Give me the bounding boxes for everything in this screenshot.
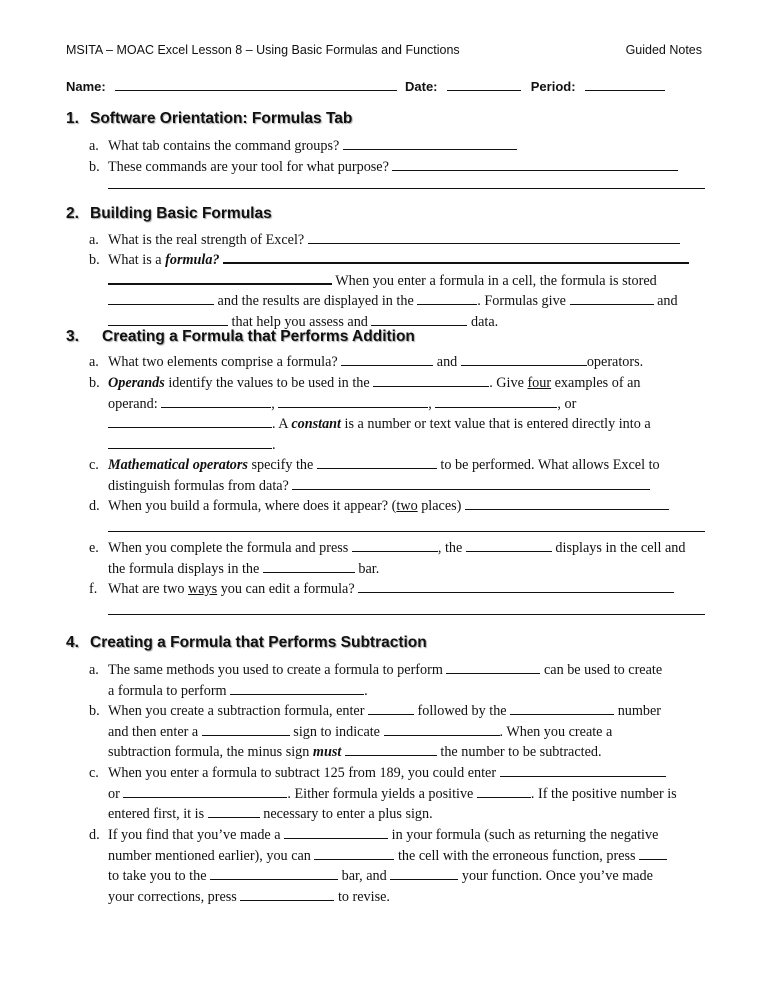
s4-d-line3b: bar, and bbox=[338, 868, 391, 884]
s3-a-blank-2[interactable] bbox=[461, 353, 587, 366]
s4-a-blank-2[interactable] bbox=[230, 682, 364, 695]
s4-c-line2: . Either formula yields a positive bbox=[287, 785, 477, 802]
s4-c-line2c: . If the positive number is bbox=[530, 785, 677, 802]
s3-c-text-2: to be performed. What allows Excel to bbox=[436, 457, 660, 473]
s4-d-line3c: your function. Once you’ve made bbox=[458, 868, 653, 884]
s3-f-answer-line[interactable] bbox=[108, 600, 705, 615]
s4-c-or: or bbox=[108, 785, 124, 802]
section-1-title: Software Orientation: Formulas Tab bbox=[90, 110, 353, 127]
s3-label-f: f. bbox=[89, 581, 98, 597]
s3-c-blank-2[interactable] bbox=[292, 477, 650, 490]
name-label: Name: bbox=[66, 79, 106, 94]
s2-b-formula: formula? bbox=[165, 252, 220, 268]
s4-d-blank-1[interactable] bbox=[284, 826, 388, 839]
s4-b-blank-3[interactable] bbox=[202, 723, 290, 736]
s4-label-b: b. bbox=[89, 703, 100, 719]
s3-a-blank-1[interactable] bbox=[341, 353, 433, 366]
s4-label-d: d. bbox=[89, 827, 100, 843]
s3-b-a: . A bbox=[272, 416, 292, 432]
s4-a-period: . bbox=[364, 682, 368, 699]
s3-b-operand-label: operand: bbox=[108, 395, 162, 412]
s3-e-the: , the bbox=[437, 540, 466, 556]
s3-b-four: four bbox=[527, 375, 552, 391]
s4-b-text-2: followed by the bbox=[414, 703, 511, 719]
section-4-title: Creating a Formula that Performs Subtraction bbox=[90, 634, 427, 651]
section-4-number: 4. bbox=[66, 634, 79, 651]
s3-f-text: What are two bbox=[108, 581, 188, 597]
s3-label-d: d. bbox=[89, 498, 100, 514]
s4-c-blank-4[interactable] bbox=[208, 805, 260, 818]
s1-b-answer-line[interactable] bbox=[108, 178, 705, 189]
s3-a-text: What two elements comprise a formula? bbox=[108, 354, 342, 370]
s4-b-line3c: the number to be subtracted. bbox=[436, 744, 602, 760]
s2-b-line2: When you enter a formula in a cell, the formula is stored bbox=[332, 272, 657, 289]
section-2-number: 2. bbox=[66, 205, 79, 222]
s2-label-a: a. bbox=[89, 232, 99, 248]
period-label: Period: bbox=[530, 79, 576, 94]
period-blank[interactable] bbox=[585, 78, 665, 91]
s4-b-line2c: . When you create a bbox=[499, 723, 613, 740]
s3-b-comma-2: , bbox=[428, 395, 436, 412]
s3-c-blank-1[interactable] bbox=[317, 456, 437, 469]
s2-item-a bbox=[89, 230, 705, 251]
s4-label-c: c. bbox=[89, 765, 99, 781]
page-header bbox=[66, 43, 702, 57]
s3-label-b: b. bbox=[89, 375, 100, 391]
s4-d-line3: to take you to the bbox=[108, 868, 211, 884]
s4-b-number: number bbox=[614, 703, 662, 719]
s4-item-d bbox=[89, 825, 705, 907]
s4-c-blank-1[interactable] bbox=[500, 764, 666, 777]
s3-label-a: a. bbox=[89, 354, 99, 370]
s3-item-a bbox=[89, 352, 705, 373]
s2-b-line4a: that help you assess and bbox=[228, 313, 372, 330]
s3-b-blank-5[interactable] bbox=[108, 415, 272, 428]
s3-a-and: and bbox=[433, 354, 461, 370]
s3-item-e bbox=[89, 538, 705, 579]
s2-b-line4b: data. bbox=[467, 313, 499, 330]
s4-b-blank-4[interactable] bbox=[384, 723, 500, 736]
s4-b-line3: subtraction formula, the minus sign bbox=[108, 744, 313, 760]
s3-e-line2: the formula displays in the bbox=[108, 560, 263, 577]
s2-label-b: b. bbox=[89, 252, 100, 268]
s4-item-c bbox=[89, 763, 705, 825]
s3-b-examples: examples of an bbox=[551, 375, 641, 391]
s4-a-blank-1[interactable] bbox=[446, 661, 540, 674]
s4-c-line3: entered first, it is bbox=[108, 806, 208, 822]
s3-b-blank-1[interactable] bbox=[373, 374, 489, 387]
s4-label-a: a. bbox=[89, 662, 99, 678]
s2-item-b bbox=[89, 250, 705, 332]
s1-item-b bbox=[89, 157, 705, 189]
s3-b-comma-1: , bbox=[271, 395, 279, 412]
s3-b-blank-2[interactable] bbox=[161, 395, 271, 408]
s3-b-period: . bbox=[272, 436, 276, 453]
s1-a-blank[interactable] bbox=[343, 137, 517, 150]
section-3-number: 3. bbox=[66, 328, 79, 345]
section-2-heading bbox=[66, 205, 272, 223]
s4-b-blank-2[interactable] bbox=[510, 702, 614, 715]
s4-d-line2: number mentioned earlier), you can bbox=[108, 847, 315, 864]
s3-b-constant: constant bbox=[291, 416, 341, 432]
s3-f-blank-1[interactable] bbox=[358, 580, 674, 593]
s3-e-text-2: displays in the cell and bbox=[551, 540, 686, 556]
s4-b-must: must bbox=[312, 744, 342, 760]
s2-b-blank-3[interactable] bbox=[108, 292, 214, 305]
s2-b-blank-5[interactable] bbox=[570, 292, 654, 305]
s2-a-blank[interactable] bbox=[308, 231, 680, 244]
s4-item-b bbox=[89, 701, 705, 763]
s4-b-text: When you create a subtraction formula, enter bbox=[108, 703, 368, 719]
s3-d-answer-line[interactable] bbox=[108, 517, 705, 532]
s3-d-two: two bbox=[396, 498, 418, 514]
section-2-title: Building Basic Formulas bbox=[90, 205, 272, 222]
s3-b-text: identify the values to be used in the bbox=[164, 375, 374, 391]
s4-d-text-2: in your formula (such as returning the negative bbox=[388, 827, 659, 843]
s2-b-text: What is a bbox=[108, 252, 166, 268]
s1-a-text: What tab contains the command groups? bbox=[108, 138, 340, 154]
s4-c-blank-2[interactable] bbox=[123, 785, 287, 798]
name-date-period-line bbox=[66, 78, 665, 94]
s3-b-blank-3[interactable] bbox=[278, 395, 428, 408]
s3-b-blank-6[interactable] bbox=[108, 436, 272, 449]
s3-e-blank-1[interactable] bbox=[352, 539, 438, 552]
s4-d-blank-5[interactable] bbox=[390, 867, 458, 880]
s3-f-text-2: you can edit a formula? bbox=[217, 581, 359, 597]
section-1-number: 1. bbox=[66, 110, 79, 127]
s1-b-blank[interactable] bbox=[392, 158, 678, 171]
s3-label-c: c. bbox=[89, 457, 99, 473]
s3-label-e: e. bbox=[89, 540, 99, 556]
s4-a-text-2: can be used to create bbox=[540, 662, 663, 678]
s4-c-blank-3[interactable] bbox=[477, 785, 531, 798]
s4-c-text: When you enter a formula to subtract 125 from 189, you could enter bbox=[108, 765, 500, 781]
s3-d-blank-1[interactable] bbox=[465, 497, 669, 510]
date-label: Date: bbox=[405, 79, 438, 94]
s3-d-places: places) bbox=[417, 498, 465, 514]
s2-b-line3b: . Formulas give bbox=[477, 293, 570, 309]
s3-e-text: When you complete the formula and press bbox=[108, 540, 352, 556]
s1-label-b: b. bbox=[89, 159, 100, 175]
s3-e-bar: bar. bbox=[354, 560, 380, 577]
s2-b-blank-4[interactable] bbox=[417, 292, 477, 305]
section-3-title: Creating a Formula that Performs Addition bbox=[102, 328, 415, 345]
s2-b-blank-6[interactable] bbox=[108, 313, 228, 326]
s2-b-blank[interactable] bbox=[223, 250, 689, 264]
s1-item-a bbox=[89, 136, 705, 157]
s2-b-blank-2[interactable] bbox=[108, 271, 332, 285]
s3-b-give: . Give bbox=[489, 375, 528, 391]
s3-item-f bbox=[89, 579, 705, 615]
s3-d-text: When you build a formula, where does it appear? ( bbox=[108, 498, 397, 514]
s4-d-text: If you find that you’ve made a bbox=[108, 827, 285, 843]
s3-b-constant-def: is a number or text value that is entered directly into a bbox=[341, 416, 651, 432]
s4-b-line2: and then enter a bbox=[108, 723, 202, 740]
s3-item-b bbox=[89, 373, 705, 455]
s1-label-a: a. bbox=[89, 138, 99, 154]
date-blank[interactable] bbox=[447, 78, 521, 91]
s1-b-text: These commands are your tool for what purpose? bbox=[108, 159, 389, 175]
s3-b-blank-4[interactable] bbox=[435, 395, 557, 408]
name-blank[interactable] bbox=[115, 78, 397, 91]
s4-a-line2: a formula to perform bbox=[108, 682, 231, 699]
s4-item-a bbox=[89, 660, 705, 701]
s4-d-line2b: the cell with the erroneous function, press bbox=[394, 847, 640, 864]
section-4-heading bbox=[66, 634, 427, 652]
s4-d-blank-6[interactable] bbox=[240, 888, 334, 901]
s3-e-blank-2[interactable] bbox=[466, 539, 552, 552]
s3-item-c bbox=[89, 455, 705, 496]
s2-b-line3c: and bbox=[653, 293, 678, 309]
s3-c-math-operators: Mathematical operators bbox=[108, 457, 248, 473]
s4-b-blank-5[interactable] bbox=[345, 743, 437, 756]
s4-d-line4b: to revise. bbox=[334, 888, 390, 905]
s3-c-text: specify the bbox=[247, 457, 317, 473]
s4-d-blank-3[interactable] bbox=[639, 847, 667, 860]
header-title: MSITA – MOAC Excel Lesson 8 – Using Basic Formulas and Functions bbox=[66, 43, 460, 57]
s4-b-blank-1[interactable] bbox=[368, 702, 414, 715]
s3-item-d bbox=[89, 496, 705, 532]
s3-a-operators: operators. bbox=[586, 354, 644, 370]
header-right: Guided Notes bbox=[625, 43, 702, 57]
s4-d-blank-4[interactable] bbox=[210, 867, 338, 880]
s2-b-blank-7[interactable] bbox=[371, 313, 467, 326]
section-3-heading bbox=[66, 328, 415, 346]
s4-d-blank-2[interactable] bbox=[314, 847, 394, 860]
s3-f-ways: ways bbox=[187, 581, 218, 597]
s4-a-text: The same methods you used to create a formula to perform bbox=[108, 662, 447, 678]
s3-b-operands: Operands bbox=[108, 375, 165, 391]
s3-b-or: , or bbox=[557, 395, 577, 412]
s4-c-line3b: necessary to enter a plus sign. bbox=[259, 806, 433, 822]
s3-e-blank-3[interactable] bbox=[263, 560, 355, 573]
s4-b-sign: sign to indicate bbox=[289, 723, 384, 740]
s2-b-line3a: and the results are displayed in the bbox=[214, 293, 418, 309]
section-1-heading bbox=[66, 110, 352, 128]
s2-a-text: What is the real strength of Excel? bbox=[108, 232, 305, 248]
s4-d-line4: your corrections, press bbox=[108, 888, 241, 905]
s3-c-line2: distinguish formulas from data? bbox=[108, 477, 293, 494]
